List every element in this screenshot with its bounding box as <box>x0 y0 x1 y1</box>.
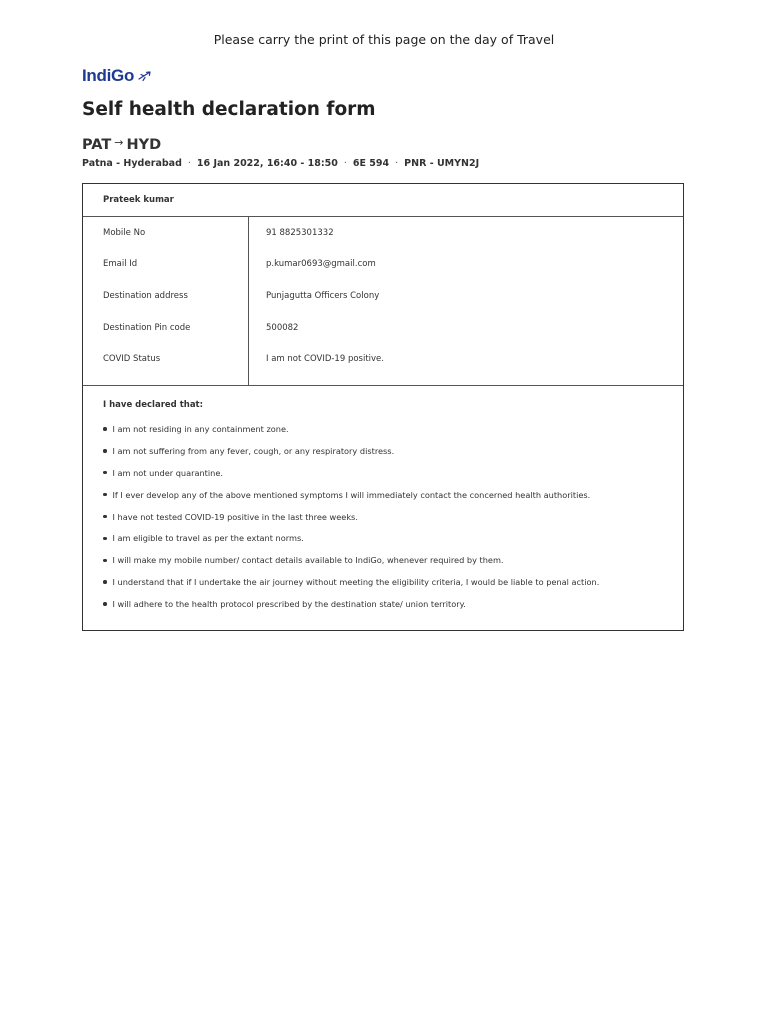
logo-text: IndiGo <box>82 66 135 85</box>
detail-label: Email Id <box>103 259 138 270</box>
detail-value: 91 8825301332 <box>266 227 334 238</box>
list-item <box>103 484 663 506</box>
meta-separator: · <box>395 158 399 169</box>
arrow-right-icon: → <box>114 135 124 149</box>
list-item <box>103 593 663 615</box>
indigo-logo <box>82 66 152 86</box>
column-divider <box>248 217 249 385</box>
bullet-icon <box>103 602 107 606</box>
list-item <box>103 549 663 571</box>
route-destination: HYD <box>126 137 162 153</box>
bullet-icon <box>103 515 107 519</box>
list-item <box>103 418 663 440</box>
list-item <box>103 571 663 593</box>
list-item-text: I understand that if I undertake the air journey without meeting the eligibility criteria, I would be liable to penal action. <box>112 577 600 588</box>
meta-separator: · <box>343 158 347 169</box>
detail-row-address <box>83 280 683 312</box>
detail-label: COVID Status <box>103 354 161 365</box>
declaration-list <box>103 418 663 615</box>
list-item <box>103 440 663 462</box>
detail-value: Punjagutta Officers Colony <box>266 290 380 301</box>
list-item-text: I will adhere to the health protocol prescribed by the destination state/ union territory. <box>112 599 466 610</box>
detail-value: I am not COVID-19 positive. <box>266 354 384 365</box>
list-item <box>103 462 663 484</box>
detail-row-covid-status <box>83 343 683 375</box>
bullet-icon <box>103 493 107 497</box>
declaration-card <box>82 183 684 631</box>
list-item-text: If I ever develop any of the above mentioned symptoms I will immediately contact the concerned health authorities. <box>112 489 591 500</box>
page-title: Self health declaration form <box>82 99 376 120</box>
detail-value: 500082 <box>266 322 299 333</box>
detail-row-mobile <box>83 217 683 249</box>
plane-icon <box>138 67 152 86</box>
list-item-text: I am not residing in any containment zone. <box>112 423 289 434</box>
detail-value: p.kumar0693@gmail.com <box>266 259 376 270</box>
pnr: PNR - UMYN2J <box>404 158 480 169</box>
route-origin: PAT <box>82 137 112 153</box>
list-item-text: I will make my mobile number/ contact details available to IndiGo, whenever required by them. <box>112 555 504 566</box>
meta-separator: · <box>187 158 191 169</box>
detail-label: Mobile No <box>103 227 146 238</box>
bullet-icon <box>103 427 107 431</box>
bullet-icon <box>103 559 107 563</box>
route-cities: Patna - Hyderabad <box>82 158 182 169</box>
flight-meta <box>82 158 479 169</box>
bullet-icon <box>103 471 107 475</box>
list-item-text: I have not tested COVID-19 positive in the last three weeks. <box>112 511 358 522</box>
flight-datetime: 16 Jan 2022, 16:40 - 18:50 <box>196 158 338 169</box>
bullet-icon <box>103 580 107 584</box>
detail-row-pincode <box>83 312 683 344</box>
detail-label: Destination Pin code <box>103 322 191 333</box>
bullet-icon <box>103 449 107 453</box>
list-item-text: I am eligible to travel as per the extant norms. <box>112 533 304 544</box>
list-item-text: I am not suffering from any fever, cough, or any respiratory distress. <box>112 445 395 456</box>
list-item <box>103 506 663 528</box>
list-item-text: I am not under quarantine. <box>112 467 223 478</box>
bullet-icon <box>103 537 107 541</box>
detail-row-email <box>83 249 683 281</box>
declaration-title: I have declared that: <box>103 400 204 410</box>
declaration-section <box>83 386 683 615</box>
detail-label: Destination address <box>103 290 188 301</box>
list-item <box>103 527 663 549</box>
flight-number: 6E 594 <box>352 158 390 169</box>
route-header <box>82 137 161 153</box>
print-notice: Please carry the print of this page on the day of Travel <box>213 32 555 47</box>
passenger-details <box>83 217 683 386</box>
passenger-name: Prateek kumar <box>83 184 683 217</box>
